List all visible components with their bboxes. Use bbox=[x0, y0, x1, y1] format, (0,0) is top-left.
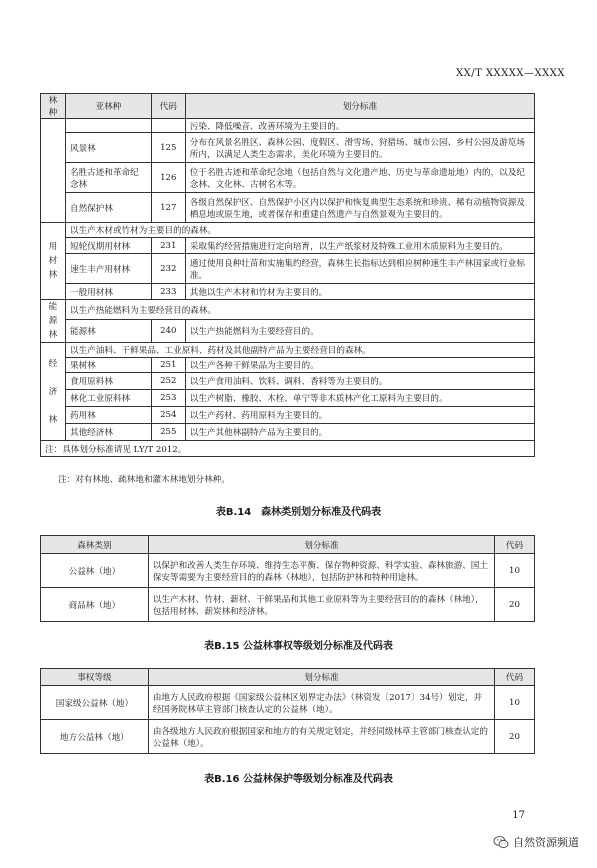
criteria-cell: 以生产木材、竹材、薪材、干鲜果品和其他工业原料等为主要经营目的的森林（林地），包括用材林、薪炭林和经济林。 bbox=[148, 588, 494, 622]
subtype-cell: 名胜古迹和革命纪念林 bbox=[65, 163, 151, 193]
table-caption-b16: 表B.16 公益林保护等级划分标准及代码表 bbox=[204, 774, 393, 785]
category-cell: 公益林（地） bbox=[41, 554, 149, 588]
forest-type-char: 能源 bbox=[48, 302, 58, 326]
criteria-cell: 以生产其他林副特产品为主要目的。 bbox=[185, 424, 534, 441]
code-cell: 127 bbox=[151, 193, 185, 223]
header-cell: 森林类别 bbox=[41, 536, 149, 554]
code-cell: 240 bbox=[151, 320, 185, 343]
forest-type-char: 林 bbox=[48, 330, 58, 340]
subtype-cell: 能源林 bbox=[65, 320, 151, 343]
forest-type-cell bbox=[41, 343, 66, 441]
table-caption-b14: 表B.14 森林类别划分标准及代码表 bbox=[215, 507, 382, 518]
criteria-cell: 位于名胜古迹和革命纪念地（包括自然与文化遗产地、历史与革命遗址地）内的，以及纪念林、文化林、古树名木等。 bbox=[185, 163, 534, 193]
code-cell: 10 bbox=[495, 686, 535, 720]
subtype-cell: 短轮伐期用材林 bbox=[65, 238, 151, 254]
header-cell: 代码 bbox=[151, 94, 185, 119]
subtype-cell bbox=[65, 119, 151, 133]
code-cell: 20 bbox=[495, 588, 535, 622]
subtype-cell: 其他经济林 bbox=[65, 424, 151, 441]
code-cell: 254 bbox=[151, 407, 185, 424]
code-cell: 20 bbox=[495, 720, 535, 754]
table-row bbox=[41, 588, 535, 622]
code-cell: 126 bbox=[151, 163, 185, 193]
group-description-cell: 以生产油料、干鲜果品、工业原料、药材及其他副特产品为主要经营目的森林。 bbox=[65, 343, 534, 358]
subtype-cell: 自然保护林 bbox=[65, 193, 151, 223]
criteria-cell: 采取集约经营措施进行定向培育，以生产纸浆材及特殊工业用木质原料为主要目的。 bbox=[185, 238, 534, 254]
forest-type-table bbox=[40, 93, 535, 457]
code-cell: 251 bbox=[151, 358, 185, 373]
criteria-cell: 以生产药材、药用原料为主要目的。 bbox=[185, 407, 534, 424]
table-row bbox=[41, 320, 535, 343]
subtype-cell: 果树林 bbox=[65, 358, 151, 373]
table-row bbox=[41, 300, 535, 320]
watermark-text: 自然资源频道 bbox=[513, 836, 579, 849]
header-cell: 代码 bbox=[495, 669, 535, 686]
table-row bbox=[41, 193, 535, 223]
subtype-cell: 药用林 bbox=[65, 407, 151, 424]
table-row bbox=[41, 284, 535, 300]
group-description-cell: 以生产木材或竹材为主要目的的森林。 bbox=[65, 223, 534, 238]
criteria-cell: 污染、降低噪音、改善环境为主要目的。 bbox=[185, 119, 534, 133]
code-cell: 125 bbox=[151, 133, 185, 163]
code-cell: 233 bbox=[151, 284, 185, 300]
subtype-cell: 食用原料林 bbox=[65, 373, 151, 390]
criteria-cell: 以生产食用油料、饮料、调料、香料等为主要目的。 bbox=[185, 373, 534, 390]
table-row bbox=[41, 163, 535, 193]
header-cell: 林种 bbox=[41, 94, 66, 119]
header-cell: 划分标准 bbox=[148, 669, 494, 686]
header-cell: 亚林种 bbox=[65, 94, 151, 119]
table-row bbox=[41, 720, 535, 754]
public-forest-authority-table bbox=[40, 668, 535, 754]
code-cell bbox=[151, 119, 185, 133]
page-number: 17 bbox=[512, 810, 525, 821]
table-note-row bbox=[41, 441, 535, 457]
table-row bbox=[41, 390, 535, 407]
criteria-cell: 通过使用良种壮苗和实施集约经营，森林生长指标达到相应树种速生丰产林国家或行业标准。 bbox=[185, 254, 534, 284]
criteria-cell: 由地方人民政府根据《国家级公益林区划界定办法》（林资发〔2017〕34号）划定，并经国务院林草主管部门核查认定的公益林（地）。 bbox=[148, 686, 494, 720]
table-header-row bbox=[41, 94, 535, 119]
forest-type-char: 济 bbox=[48, 386, 58, 397]
forest-type-cell bbox=[41, 223, 66, 300]
code-cell: 253 bbox=[151, 390, 185, 407]
table-row bbox=[41, 133, 535, 163]
table-row bbox=[41, 424, 535, 441]
table-caption-b15: 表B.15 公益林事权等级划分标准及代码表 bbox=[204, 641, 393, 652]
code-cell: 231 bbox=[151, 238, 185, 254]
forest-type-char: 材 bbox=[48, 256, 58, 266]
criteria-cell: 由各级地方人民政府根据国家和地方的有关规定划定，并经同级林草主管部门核查认定的公益林（地）。 bbox=[148, 720, 494, 754]
forest-type-char: 林 bbox=[48, 414, 58, 425]
table-row bbox=[41, 238, 535, 254]
code-cell: 10 bbox=[495, 554, 535, 588]
header-cell: 代码 bbox=[495, 536, 535, 554]
table-row bbox=[41, 686, 535, 720]
table-row bbox=[41, 343, 535, 358]
subtype-cell: 林化工业原料林 bbox=[65, 390, 151, 407]
forest-type-char: 林 bbox=[48, 270, 58, 280]
criteria-cell: 其他以生产木材和竹材为主要目的。 bbox=[185, 284, 534, 300]
forest-type-cell bbox=[41, 300, 66, 343]
subtype-cell: 风景林 bbox=[65, 133, 151, 163]
watermark bbox=[493, 834, 579, 850]
footnote: 注：对有林地、疏林地和灌木林地划分林种。 bbox=[58, 475, 230, 485]
subtype-cell: 一般用材林 bbox=[65, 284, 151, 300]
authority-level-cell: 国家级公益林（地） bbox=[41, 686, 149, 720]
criteria-cell: 以生产树脂、橡胶、木栓、单宁等非木质林产化工原料为主要目的。 bbox=[185, 390, 534, 407]
table-row bbox=[41, 119, 535, 133]
criteria-cell: 各级自然保护区、自然保护小区内以保护和恢复典型生态系统和珍贵、稀有动植物资源及栖息地或原生地，或者保存和重建自然遗产与自然景观为主要目的。 bbox=[185, 193, 534, 223]
criteria-cell: 分布在风景名胜区、森林公园、度假区、滑雪场、狩猎场、城市公园、乡村公园及游览场所内，以满足人类生态需求，美化环境为主要目的。 bbox=[185, 133, 534, 163]
standard-code: XX/T XXXXX—XXXX bbox=[455, 68, 565, 79]
criteria-cell: 以生产各种干鲜果品为主要目的。 bbox=[185, 358, 534, 373]
code-cell: 232 bbox=[151, 254, 185, 284]
forest-type-char: 经 bbox=[48, 358, 58, 369]
header-cell: 划分标准 bbox=[148, 536, 494, 554]
criteria-cell: 以保护和改善人类生存环境、维持生态平衡、保存物种资源、科学实验、森林旅游、国土保安等需要为主要经营目的的森林（林地），包括防护林和特种用途林。 bbox=[148, 554, 494, 588]
forest-type-char: 用 bbox=[48, 242, 58, 252]
table-row bbox=[41, 358, 535, 373]
header-cell: 事权等级 bbox=[41, 669, 149, 686]
table-row bbox=[41, 373, 535, 390]
forest-category-table bbox=[40, 535, 535, 622]
table-row bbox=[41, 254, 535, 284]
table-row bbox=[41, 223, 535, 238]
table-row bbox=[41, 407, 535, 424]
forest-type-cell-continued bbox=[41, 119, 66, 223]
wechat-logo-icon bbox=[493, 834, 509, 850]
group-description-cell: 以生产热能燃料为主要经营目的森林。 bbox=[65, 300, 534, 320]
authority-level-cell: 地方公益林（地） bbox=[41, 720, 149, 754]
category-cell: 商品林（地） bbox=[41, 588, 149, 622]
table-header-row bbox=[41, 669, 535, 686]
table-row bbox=[41, 554, 535, 588]
criteria-cell: 以生产热能燃料为主要经营目的。 bbox=[185, 320, 534, 343]
table-header-row bbox=[41, 536, 535, 554]
header-cell: 划分标准 bbox=[185, 94, 534, 119]
code-cell: 255 bbox=[151, 424, 185, 441]
code-cell: 252 bbox=[151, 373, 185, 390]
subtype-cell: 速生丰产用材林 bbox=[65, 254, 151, 284]
table-note: 注：具体划分标准请见 LY/T 2012。 bbox=[41, 441, 535, 457]
